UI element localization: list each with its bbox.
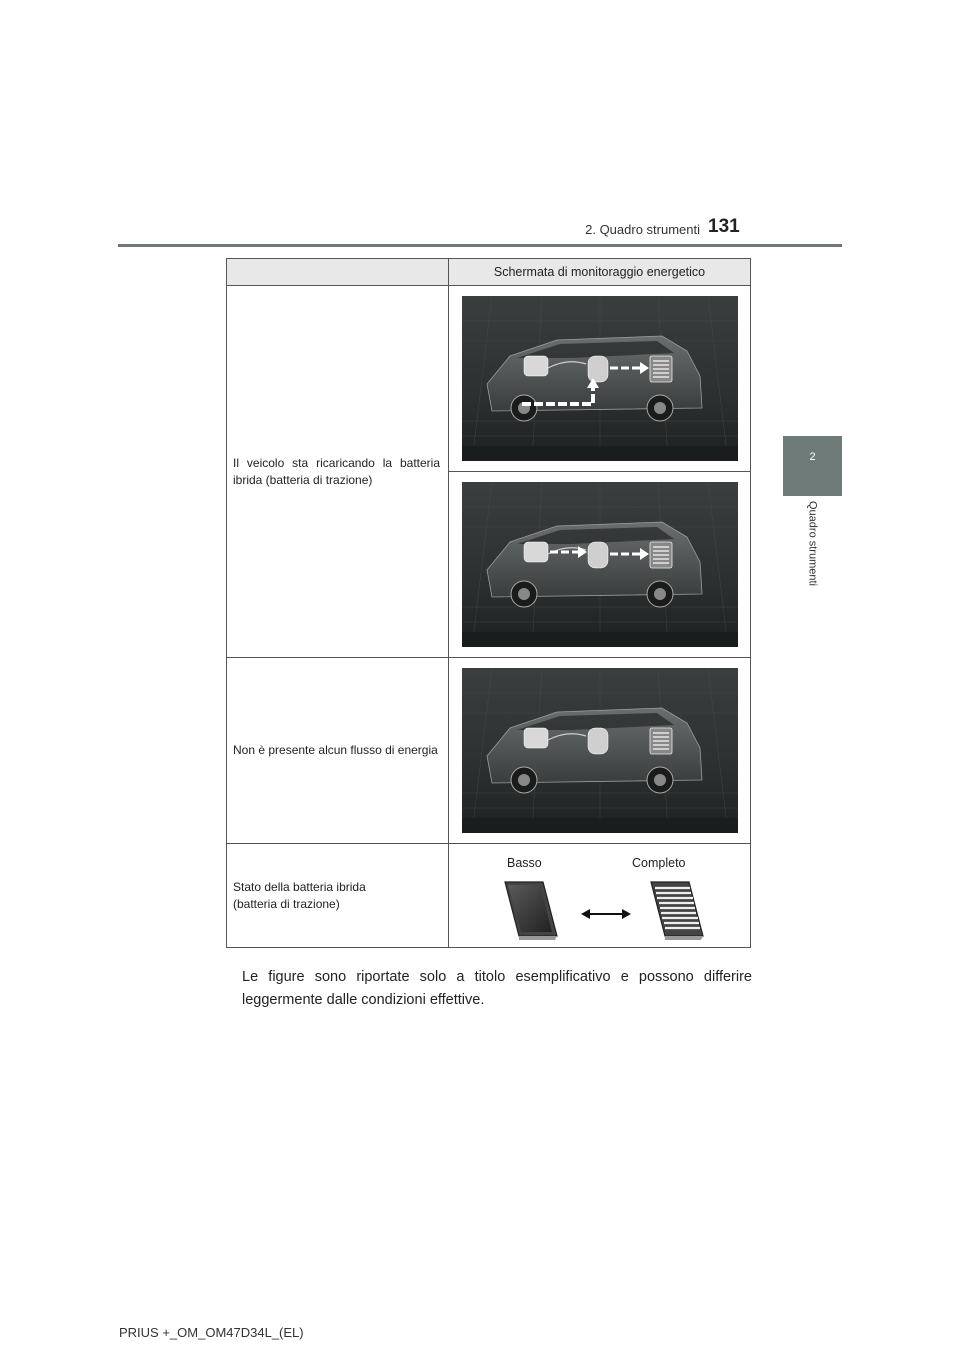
charging-screen-image <box>462 296 738 461</box>
battery-empty-icon <box>505 882 557 940</box>
charging-screen-image-2 <box>462 482 738 647</box>
table-header-energy-monitor: Schermata di monitoraggio energetico <box>449 259 751 286</box>
footer-code: PRIUS +_OM_OM47D34L_(EL) <box>119 1325 304 1340</box>
chapter-tab-label-text: Quadro strumenti <box>806 501 819 586</box>
battery-full-label: Completo <box>632 856 686 870</box>
no-flow-screen-image <box>462 668 738 833</box>
row-label-no-flow: Non è presente alcun flusso di energia <box>227 658 449 844</box>
row-label-charging: Il veicolo sta ricaricando la batteria ibrida (batteria di trazione) <box>227 286 449 658</box>
row-label-battery-status: Stato della batteria ibrida (batteria di trazione) <box>227 844 449 948</box>
chapter-tab-label <box>783 501 842 621</box>
charging-screen-cell-2 <box>449 472 751 658</box>
charging-screen-cell <box>449 286 751 472</box>
figure-caption: Le figure sono riportate solo a titolo esemplificativo e possono differire leggermente dalle condizioni effettive. <box>242 969 752 1008</box>
chapter-tab-number: 2 <box>809 451 816 463</box>
header-rule <box>118 244 842 247</box>
section-title: 2. Quadro strumenti <box>585 222 700 237</box>
battery-level-diagram <box>489 878 719 942</box>
chapter-tab <box>783 436 842 496</box>
no-flow-screen-cell <box>449 658 751 844</box>
energy-monitor-table <box>226 258 751 948</box>
double-arrow-icon <box>581 909 631 919</box>
page-number: 131 <box>708 216 740 237</box>
battery-low-label: Basso <box>507 856 542 870</box>
battery-status-cell <box>449 844 751 948</box>
battery-full-icon <box>651 882 703 940</box>
